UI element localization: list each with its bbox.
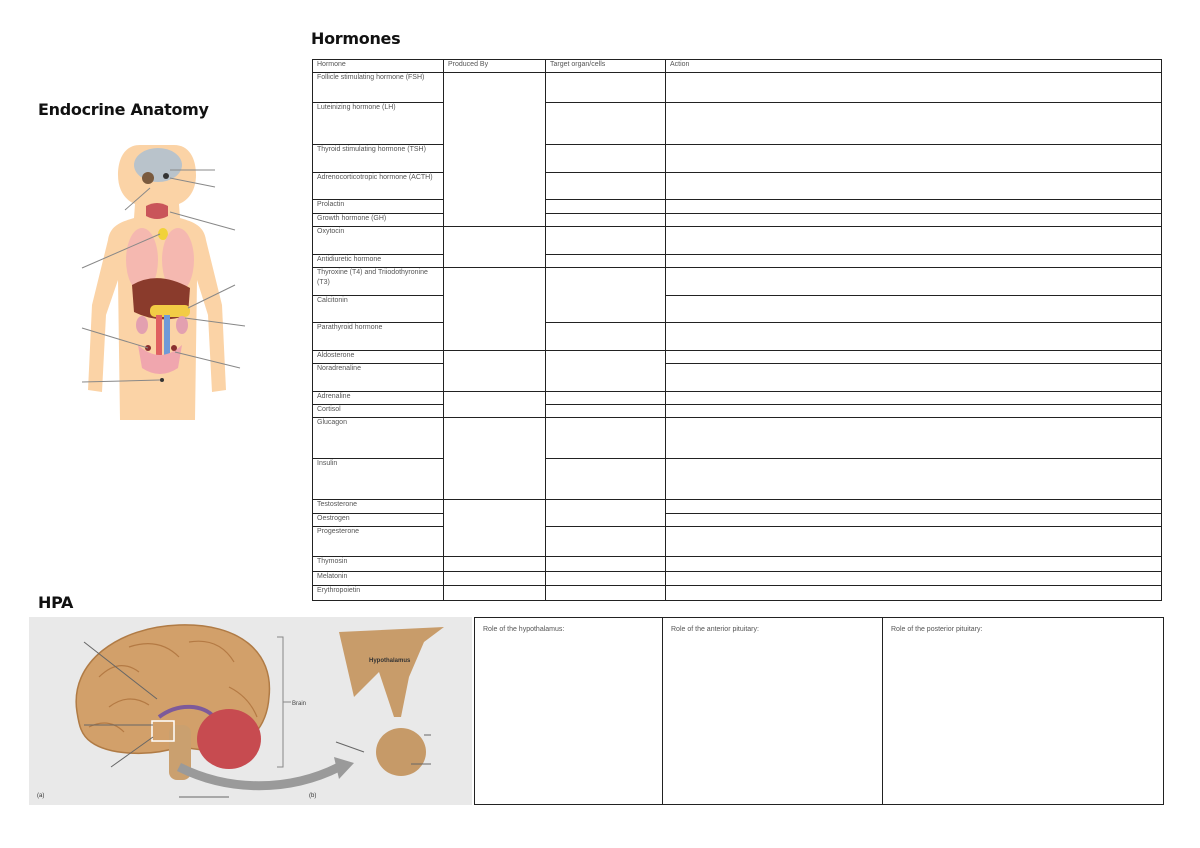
target-cell[interactable] [546, 586, 666, 601]
table-row [313, 200, 1162, 213]
thyroid-shape [146, 203, 168, 219]
action-cell[interactable] [666, 73, 1162, 103]
target-cell[interactable] [546, 323, 666, 351]
hormone-cell: Insulin [313, 459, 444, 500]
hypothalamus-shape [339, 627, 444, 717]
hypothalamus-role-label: Role of the hypothalamus: [483, 626, 565, 633]
target-cell[interactable] [546, 391, 666, 404]
action-cell[interactable] [666, 364, 1162, 392]
table-row [313, 500, 1162, 513]
table-row [313, 145, 1162, 173]
hormone-cell: Testosterone [313, 500, 444, 513]
target-cell[interactable] [546, 254, 666, 267]
header-target: Target organ/cells [546, 60, 666, 73]
posterior-pituitary-role-label: Role of the posterior pituitary: [891, 626, 983, 633]
hormone-cell: Prolactin [313, 200, 444, 213]
action-cell[interactable] [666, 500, 1162, 513]
hpa-answer-boxes [474, 617, 1164, 805]
hormone-cell: Aldosterone [313, 350, 444, 363]
hormone-cell: Thyroxine (T4) and Triiodothyronine (T3) [313, 267, 444, 295]
produced-by-cell[interactable] [444, 73, 546, 227]
produced-by-cell[interactable] [444, 267, 546, 350]
table-row [313, 405, 1162, 418]
brain-bracket [277, 637, 283, 767]
hypothalamus-role-box[interactable] [475, 618, 663, 804]
header-hormone: Hormone [313, 60, 444, 73]
panel-b-label: (b) [309, 793, 317, 799]
action-cell[interactable] [666, 527, 1162, 557]
table-row [313, 350, 1162, 363]
target-cell[interactable] [546, 103, 666, 145]
action-cell[interactable] [666, 418, 1162, 459]
action-cell[interactable] [666, 556, 1162, 571]
target-cell[interactable] [546, 73, 666, 103]
hormone-cell: Calcitonin [313, 295, 444, 323]
hormone-cell: Follicle stimulating hormone (FSH) [313, 73, 444, 103]
hormone-cell: Parathyroid hormone [313, 323, 444, 351]
cerebellum-shape [197, 709, 261, 769]
table-row [313, 254, 1162, 267]
action-cell[interactable] [666, 145, 1162, 173]
panel-a-label: (a) [37, 793, 45, 799]
action-cell[interactable] [666, 200, 1162, 213]
hormones-table [312, 59, 1162, 601]
table-row [313, 459, 1162, 500]
kidney-left [136, 316, 148, 334]
table-row [313, 103, 1162, 145]
action-cell[interactable] [666, 350, 1162, 363]
hormone-cell: Thyroid stimulating hormone (TSH) [313, 145, 444, 173]
produced-by-cell[interactable] [444, 226, 546, 267]
hormone-cell: Noradrenaline [313, 364, 444, 392]
target-cell[interactable] [546, 145, 666, 173]
table-row [313, 226, 1162, 254]
table-row [313, 391, 1162, 404]
hormones-title: Hormones [311, 29, 401, 48]
table-row [313, 323, 1162, 351]
zoom-arrow-head [334, 757, 354, 779]
pituitary-shape [376, 728, 426, 776]
target-cell[interactable] [546, 226, 666, 254]
header-produced-by: Produced By [444, 60, 546, 73]
hormone-cell: Growth hormone (GH) [313, 213, 444, 226]
table-row [313, 267, 1162, 295]
table-row [313, 73, 1162, 103]
hormone-cell: Oxytocin [313, 226, 444, 254]
hormone-cell: Melatonin [313, 572, 444, 586]
action-cell[interactable] [666, 172, 1162, 200]
produced-by-cell[interactable] [444, 572, 546, 586]
anatomy-title: Endocrine Anatomy [38, 100, 209, 119]
hormone-cell: Adrenaline [313, 391, 444, 404]
produced-by-cell[interactable] [444, 350, 546, 391]
gonad-dot [160, 378, 164, 382]
table-row [313, 586, 1162, 601]
target-cell[interactable] [546, 267, 666, 322]
table-row [313, 364, 1162, 392]
action-cell[interactable] [666, 459, 1162, 500]
action-cell[interactable] [666, 513, 1162, 526]
table-row [313, 213, 1162, 226]
action-cell[interactable] [666, 103, 1162, 145]
posterior-pituitary-role-box[interactable] [883, 618, 1163, 804]
target-cell[interactable] [546, 418, 666, 459]
header-action: Action [666, 60, 1162, 73]
endocrine-anatomy-figure [30, 130, 290, 430]
brain-shape [134, 148, 182, 182]
action-cell[interactable] [666, 254, 1162, 267]
hormone-cell: Glucagon [313, 418, 444, 459]
target-cell[interactable] [546, 527, 666, 557]
anterior-pituitary-role-label: Role of the anterior pituitary: [671, 626, 759, 633]
target-cell[interactable] [546, 572, 666, 586]
target-cell[interactable] [546, 556, 666, 571]
action-cell[interactable] [666, 405, 1162, 418]
produced-by-cell[interactable] [444, 556, 546, 571]
action-cell[interactable] [666, 586, 1162, 601]
hypothalamus-label: Hypothalamus [369, 658, 411, 664]
action-cell[interactable] [666, 267, 1162, 295]
produced-by-cell[interactable] [444, 586, 546, 601]
table-header-row [313, 60, 1162, 73]
target-cell[interactable] [546, 500, 666, 527]
pituitary-region [142, 172, 154, 184]
zoom-arrow [179, 767, 339, 786]
produced-by-cell[interactable] [444, 391, 546, 418]
kidney-right [176, 316, 188, 334]
hpa-title: HPA [38, 593, 74, 612]
action-cell[interactable] [666, 226, 1162, 254]
table-row [313, 513, 1162, 526]
action-cell[interactable] [666, 391, 1162, 404]
anterior-pituitary-role-box[interactable] [663, 618, 883, 804]
table-row [313, 295, 1162, 323]
action-cell[interactable] [666, 295, 1162, 323]
hormone-cell: Cortisol [313, 405, 444, 418]
target-cell[interactable] [546, 405, 666, 418]
table-row [313, 418, 1162, 459]
action-cell[interactable] [666, 323, 1162, 351]
target-cell[interactable] [546, 213, 666, 226]
produced-by-cell[interactable] [444, 418, 546, 500]
hormone-cell: Thymosin [313, 556, 444, 571]
hormone-cell: Luteinizing hormone (LH) [313, 103, 444, 145]
hpa-brain-figure [29, 617, 472, 805]
target-cell[interactable] [546, 459, 666, 500]
hormone-cell: Progesterone [313, 527, 444, 557]
brain-label: Brain [292, 701, 307, 707]
produced-by-cell[interactable] [444, 500, 546, 556]
ovary-right [171, 345, 177, 351]
target-cell[interactable] [546, 172, 666, 200]
hormone-cell: Oestrogen [313, 513, 444, 526]
action-cell[interactable] [666, 213, 1162, 226]
table-row [313, 572, 1162, 586]
hormone-cell: Antidiuretic hormone [313, 254, 444, 267]
hormone-cell: Adrenocorticotropic hormone (ACTH) [313, 172, 444, 200]
hormone-cell: Erythropoietin [313, 586, 444, 601]
table-row [313, 556, 1162, 571]
action-cell[interactable] [666, 572, 1162, 586]
table-row [313, 527, 1162, 557]
target-cell[interactable] [546, 350, 666, 391]
table-row [313, 172, 1162, 200]
pineal-dot [163, 173, 169, 179]
target-cell[interactable] [546, 200, 666, 213]
